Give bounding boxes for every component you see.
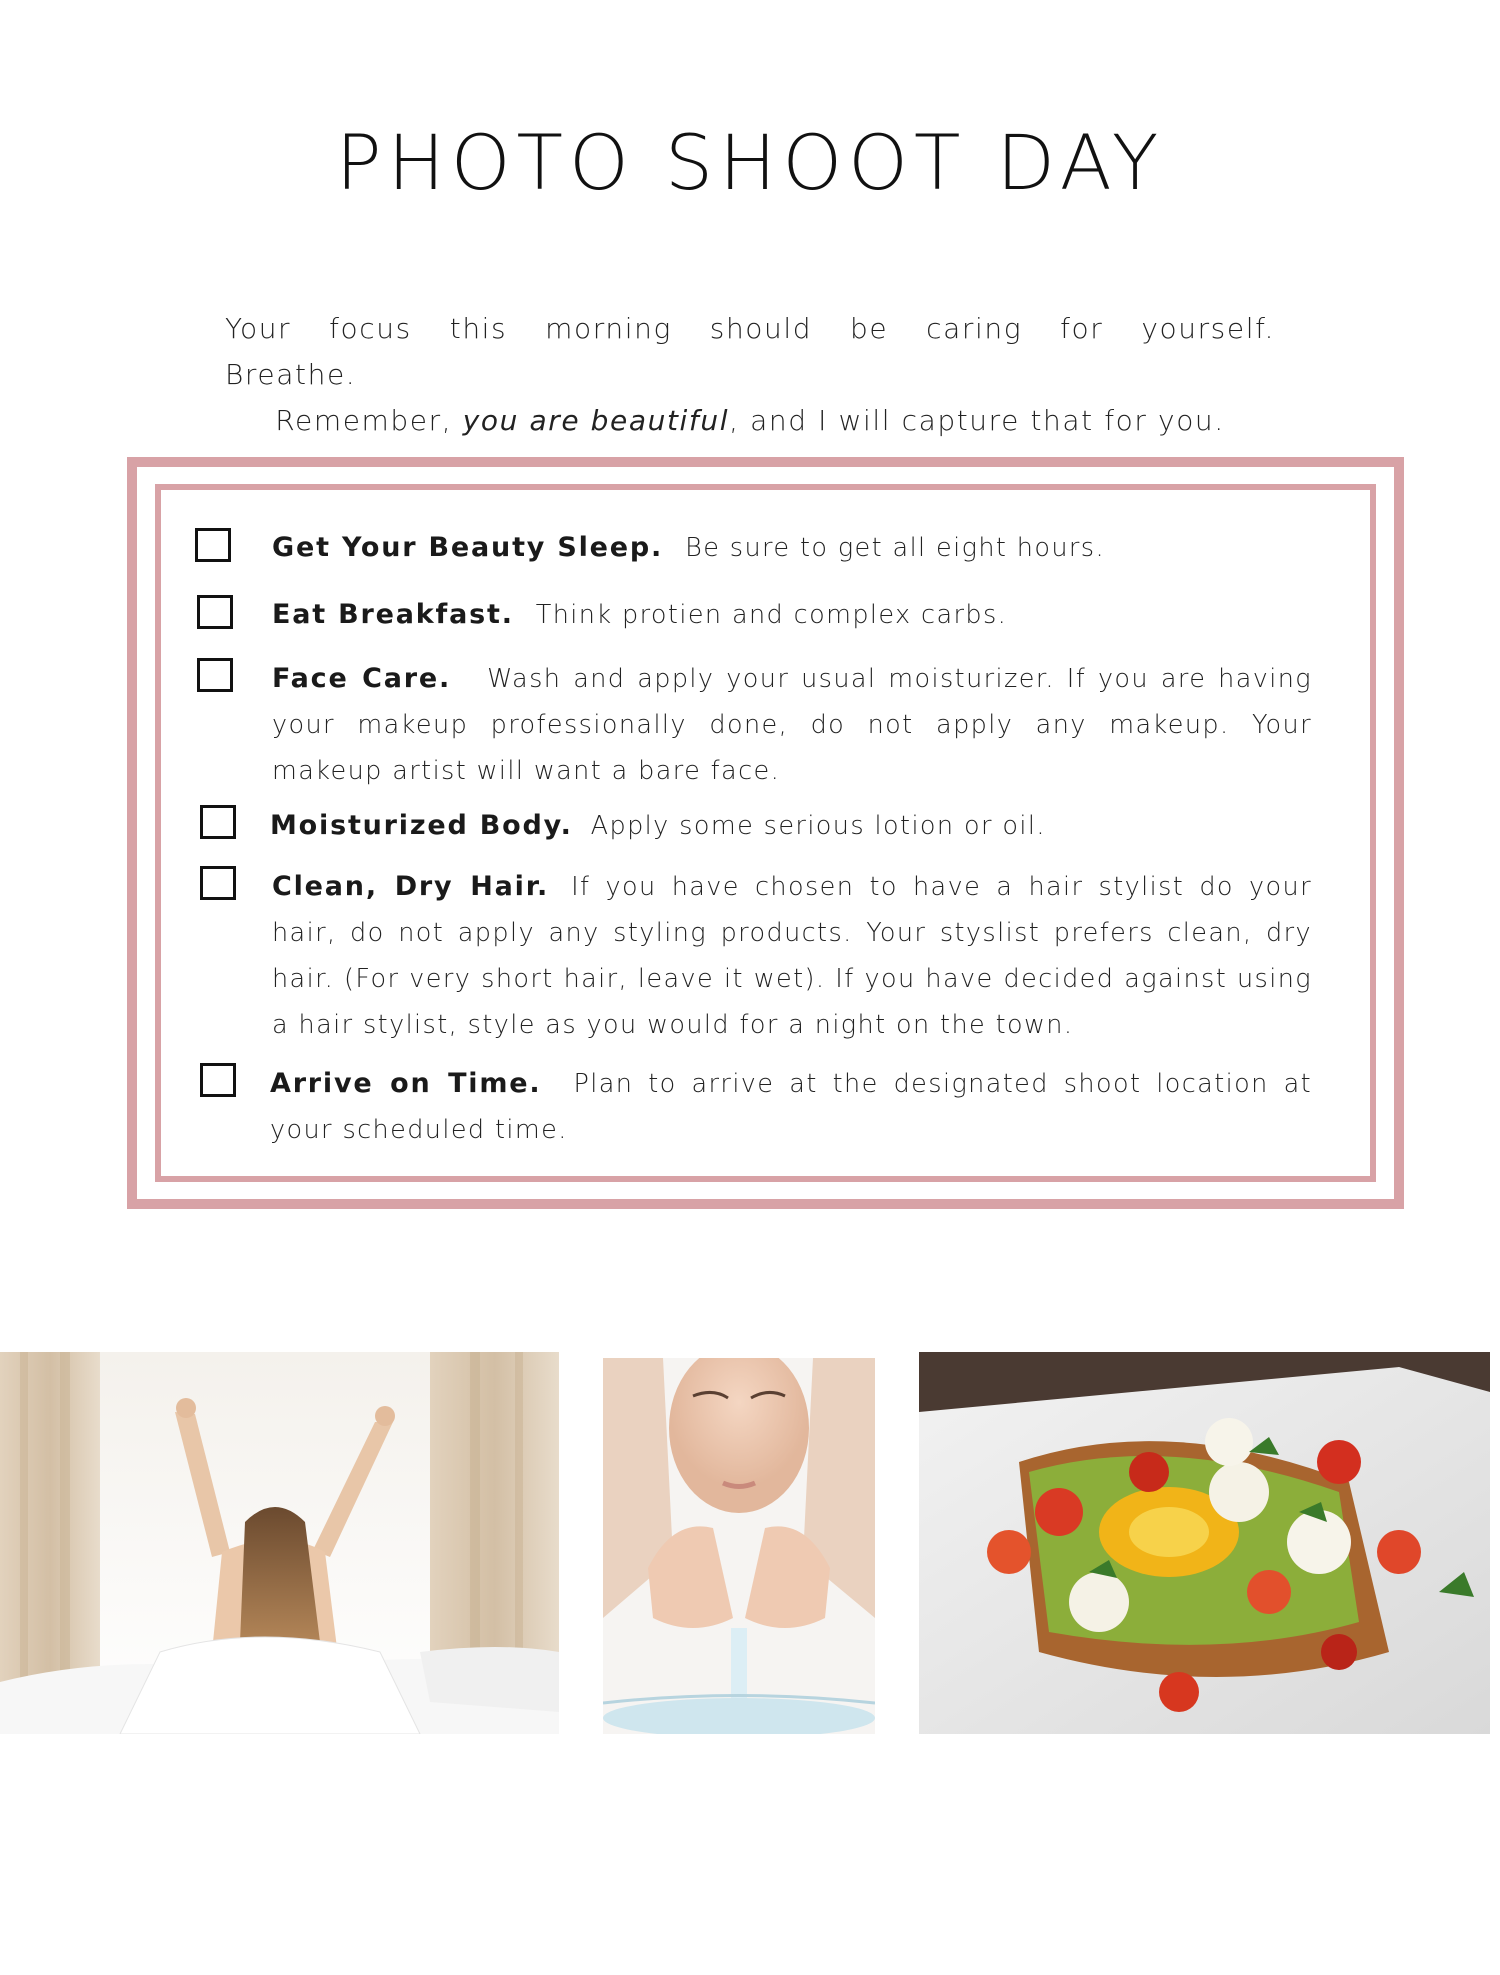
photo-woman-washing-face xyxy=(603,1358,875,1734)
checklist-item-breakfast xyxy=(272,592,1312,638)
intro-line-2-end: , and I will capture that for you. xyxy=(729,404,1225,437)
item-heading: Moisturized Body. xyxy=(270,810,573,841)
checkbox-beauty-sleep[interactable] xyxy=(195,528,231,562)
page-title: PHOTO SHOOT DAY xyxy=(335,118,1165,207)
intro-line-2 xyxy=(225,398,1275,444)
item-heading: Eat Breakfast. xyxy=(272,599,514,630)
intro-paragraph xyxy=(225,306,1275,444)
intro-line-2-start: Remember, xyxy=(275,404,463,437)
photo-avocado-toast xyxy=(919,1352,1490,1734)
checklist-item-arrive-on-time xyxy=(270,1061,1312,1153)
item-text: Apply some serious lotion or oil. xyxy=(590,811,1046,841)
checklist-item-beauty-sleep xyxy=(272,525,1312,571)
checklist-item-moisturized-body xyxy=(270,803,1310,849)
checkbox-breakfast[interactable] xyxy=(197,595,233,629)
item-heading: Face Care. xyxy=(272,663,452,694)
intro-emphasis: you are beautiful xyxy=(462,404,730,437)
checklist-item-clean-dry-hair xyxy=(272,864,1312,1048)
item-text: Think protien and complex carbs. xyxy=(535,600,1008,630)
checkbox-clean-dry-hair[interactable] xyxy=(200,866,236,900)
checklist-item-face-care xyxy=(272,656,1312,794)
item-text: Plan to arrive at the designated shoot location at your scheduled time. xyxy=(270,1069,1312,1145)
checkbox-moisturized-body[interactable] xyxy=(200,805,236,839)
item-text: Wash and apply your usual moisturizer. If you are having your makeup professionally done, do not apply any makeup. Your makeup artist will want a bare face. xyxy=(272,664,1312,786)
item-text: If you have chosen to have a hair stylist do your hair, do not apply any styling products. Your styslist prefers clean, dry hair. (For very short hair, leave it wet). If you have decided against using a hair stylist, style as you would for a night on the town. xyxy=(272,872,1312,1040)
item-heading: Get Your Beauty Sleep. xyxy=(272,532,664,563)
intro-line-1 xyxy=(225,306,1275,398)
item-heading: Arrive on Time. xyxy=(270,1068,542,1099)
intro-line-1-text: Your focus this morning should be caring for yourself. Breathe. xyxy=(225,312,1275,391)
checkbox-face-care[interactable] xyxy=(197,658,233,692)
item-heading: Clean, Dry Hair. xyxy=(272,871,550,902)
item-text: Be sure to get all eight hours. xyxy=(685,533,1105,563)
photo-woman-stretching xyxy=(0,1352,559,1734)
checkbox-arrive-on-time[interactable] xyxy=(200,1063,236,1097)
